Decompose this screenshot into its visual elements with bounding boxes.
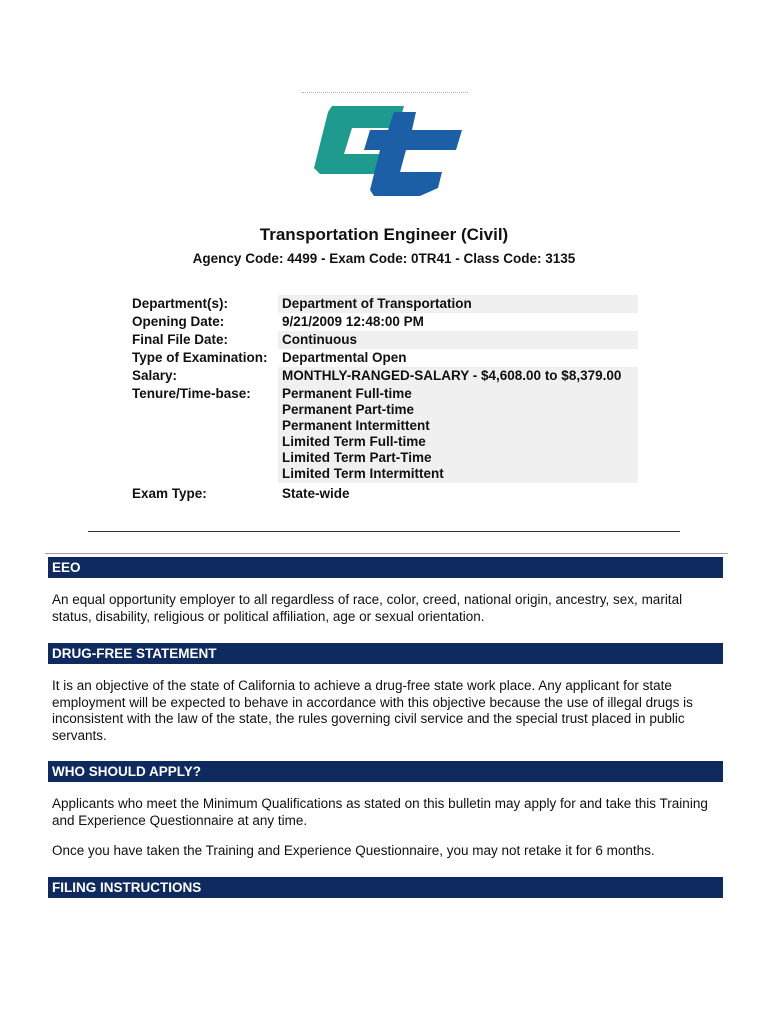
exam-type-value: Departmental Open bbox=[282, 350, 407, 365]
tenure-item: Limited Term Full-time bbox=[282, 434, 426, 449]
drug-free-text: It is an objective of the state of California to achieve a drug-free state work place. Any applicant for state employment will be expected to behave in accordance with this objective because the use of illegal drugs is inconsistent with the law of the state, the rules governing civil service and the special trust placed in public servants. bbox=[52, 678, 693, 743]
header-divider bbox=[302, 92, 468, 93]
divider bbox=[88, 531, 680, 532]
who-should-apply-text-1: Applicants who meet the Minimum Qualifications as stated on this bulletin may apply for and take this Training and Experience Questionnaire at any time. bbox=[52, 796, 708, 828]
caltrans-logo bbox=[312, 104, 464, 200]
exam-type-value-2: State-wide bbox=[282, 486, 350, 501]
table-row bbox=[128, 483, 638, 503]
table-row bbox=[128, 313, 638, 331]
table-row bbox=[128, 331, 638, 349]
who-should-apply-text-2: Once you have taken the Training and Experience Questionnaire, you may not retake it for 6 months. bbox=[52, 843, 655, 858]
tenure-label: Tenure/Time-base: bbox=[132, 386, 251, 401]
tenure-item: Permanent Part-time bbox=[282, 402, 415, 417]
opening-date-label: Opening Date: bbox=[132, 314, 225, 329]
tenure-item: Limited Term Part-Time bbox=[282, 450, 432, 465]
final-file-date-label: Final File Date: bbox=[132, 332, 229, 347]
exam-info-table bbox=[128, 295, 638, 503]
salary-label: Salary: bbox=[132, 368, 178, 383]
table-row bbox=[128, 367, 638, 385]
salary-value: MONTHLY-RANGED-SALARY - $4,608.00 to $8,379.00 bbox=[278, 367, 638, 385]
section-header-who-should-apply: WHO SHOULD APPLY? bbox=[48, 761, 723, 782]
exam-type-label-2: Exam Type: bbox=[132, 486, 207, 501]
section-header-filing-instructions: FILING INSTRUCTIONS bbox=[48, 877, 723, 898]
tenure-item: Permanent Full-time bbox=[282, 386, 412, 401]
table-row bbox=[128, 295, 638, 313]
divider bbox=[45, 553, 728, 554]
section-header-drug-free: DRUG-FREE STATEMENT bbox=[48, 643, 723, 664]
opening-date-value: 9/21/2009 12:48:00 PM bbox=[282, 314, 424, 329]
table-row bbox=[128, 349, 638, 367]
department-label: Department(s): bbox=[132, 296, 229, 311]
eeo-text: An equal opportunity employer to all regardless of race, color, creed, national origin, ancestry, sex, marital status, disability, religious or political affiliation, age or sexual orientation. bbox=[52, 592, 683, 624]
tenure-values bbox=[278, 385, 638, 483]
exam-type-label: Type of Examination: bbox=[132, 350, 268, 365]
final-file-date-value: Continuous bbox=[278, 331, 638, 349]
tenure-item: Limited Term Intermittent bbox=[282, 466, 444, 481]
table-row bbox=[128, 385, 638, 483]
department-value: Department of Transportation bbox=[278, 295, 638, 313]
section-header-eeo: EEO bbox=[48, 557, 723, 578]
exam-codes: Agency Code: 4499 - Exam Code: 0TR41 - Class Code: 3135 bbox=[192, 251, 576, 266]
page-title: Transportation Engineer (Civil) bbox=[259, 225, 509, 244]
tenure-item: Permanent Intermittent bbox=[282, 418, 430, 433]
